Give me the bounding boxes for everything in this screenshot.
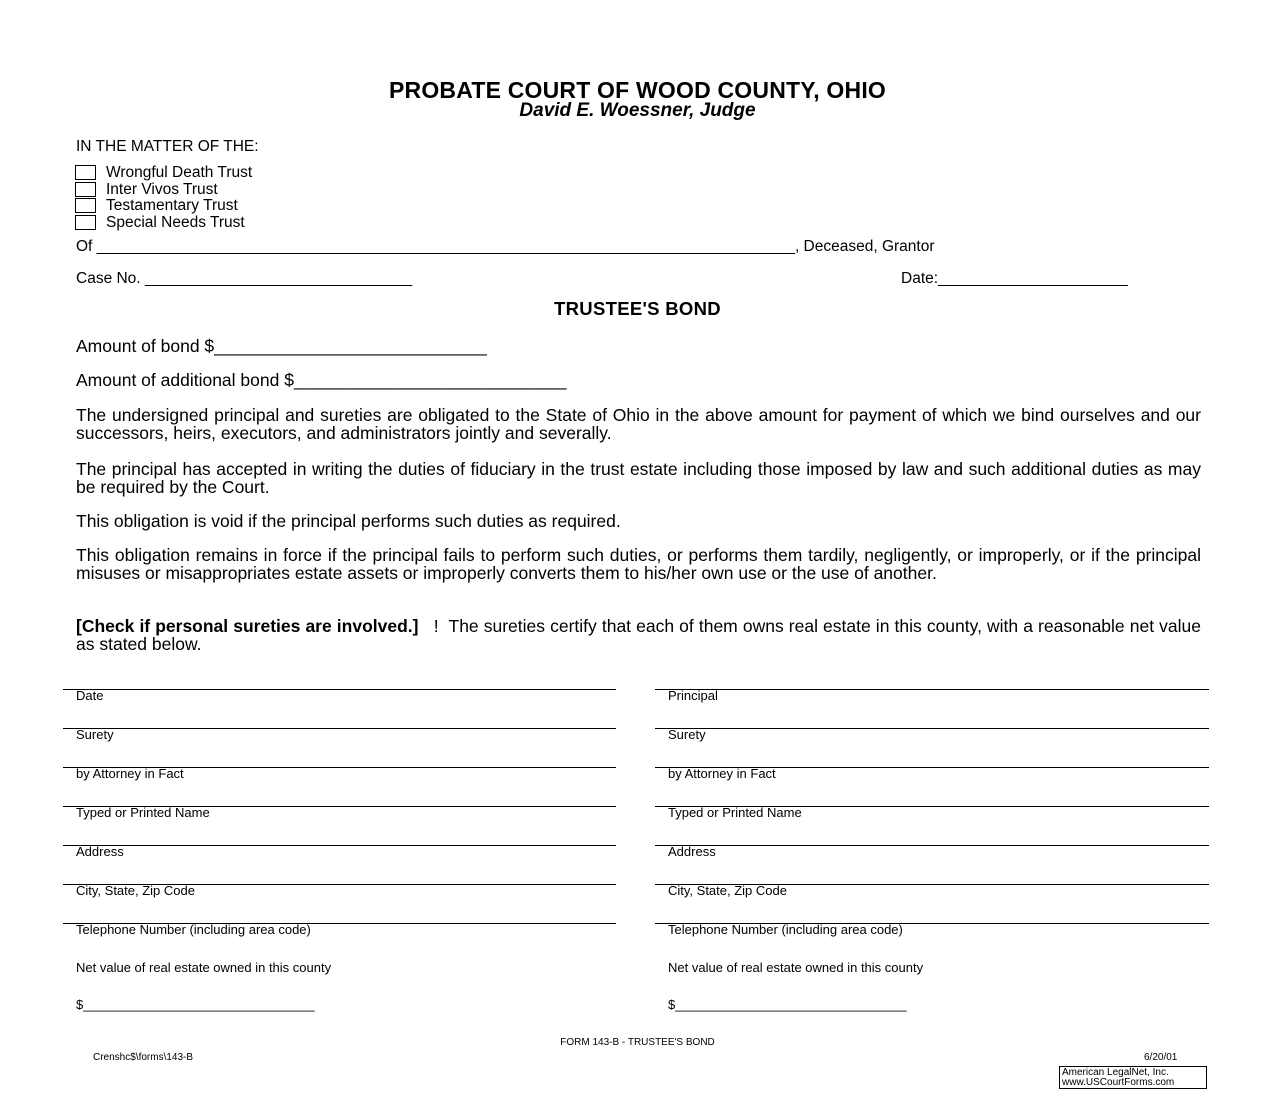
net-value-field[interactable]: $________________________________ [668,997,907,1012]
sig-label-phone: Telephone Number (including area code) [668,922,903,937]
bond-amount-label: Amount of bond $ [76,336,215,356]
sig-label-principal: Principal [668,688,718,703]
sig-label-attorney: by Attorney in Fact [76,766,184,781]
option-wrongful-death-trust[interactable] [75,164,252,181]
of-prefix: Of [76,238,93,255]
date-line [901,270,1128,288]
sig-label-attorney: by Attorney in Fact [668,766,776,781]
sig-label-surety: Surety [668,727,706,742]
file-path: Crenshc$\forms\143-B [93,1052,194,1063]
form-title: TRUSTEE'S BOND [554,298,721,319]
obligation-paragraph: The undersigned principal and sureties are obligated to the State of Ohio in the above amount for payment of which we bind ourselves and our successors, heirs, executors, and administrators jointly and severally. [76,405,1201,443]
sig-label-surety: Surety [76,727,114,742]
sig-label-address: Address [668,844,716,859]
net-value-label: Net value of real estate owned in this county [668,960,924,975]
matter-label: IN THE MATTER OF THE: [76,138,259,155]
void-paragraph: This obligation is void if the principal performs such duties as required. [76,511,621,531]
checkbox[interactable] [75,198,96,213]
checkbox[interactable] [75,182,96,197]
sig-label-address: Address [76,844,124,859]
signature-line[interactable] [63,689,616,690]
of-suffix: , Deceased, Grantor [794,238,935,255]
signature-line[interactable] [63,728,616,729]
additional-bond-field[interactable]: ____________________________ [293,370,567,390]
signature-line[interactable] [655,728,1209,729]
option-label: Testamentary Trust [106,196,238,214]
sureties-paragraph [76,617,1201,653]
additional-bond-line [76,370,566,391]
signature-line[interactable] [655,689,1209,690]
option-inter-vivos-trust[interactable] [75,181,218,198]
vendor-url[interactable]: www.USCourtForms.com [1062,1077,1175,1088]
court-title: PROBATE COURT OF WOOD COUNTY, OHIO [388,77,887,103]
sig-label-city: City, State, Zip Code [668,883,787,898]
option-label: Special Needs Trust [106,213,245,231]
judge-name: David E. Woessner, Judge [519,100,756,121]
case-number-field[interactable]: _______________________________ [144,270,413,287]
checkbox[interactable] [75,165,96,180]
net-value-field[interactable]: $________________________________ [76,997,315,1012]
net-value-label: Net value of real estate owned in this county [76,960,332,975]
option-testamentary-trust[interactable] [75,197,238,214]
case-label: Case No. [76,270,141,287]
sig-label-phone: Telephone Number (including area code) [76,922,311,937]
sig-label-date: Date [76,688,104,703]
vendor-name: American LegalNet, Inc. [1062,1067,1169,1078]
date-field[interactable]: ______________________ [938,270,1128,287]
additional-bond-label: Amount of additional bond $ [76,370,294,390]
force-paragraph: This obligation remains in force if the principal fails to perform such duties, or performs them tardily, negligently, or improperly, or if the principal misuses or misappropriates estate assets or improperly converts them to his/her own use or the use of another. [76,545,1201,583]
vendor-box [1059,1066,1207,1089]
sig-label-name: Typed or Printed Name [76,805,210,820]
date-label: Date: [901,270,939,287]
of-line [76,238,935,256]
sig-label-name: Typed or Printed Name [668,805,802,820]
sig-label-city: City, State, Zip Code [76,883,195,898]
sureties-checkbox-mark[interactable]: ! [433,616,439,636]
decedent-name-field[interactable]: _________________________________________________________________________________ [96,238,795,255]
option-special-needs-trust[interactable] [75,214,245,231]
signature-line[interactable] [655,845,1209,846]
option-label: Inter Vivos Trust [106,180,218,198]
bond-amount-line [76,336,487,357]
form-number: FORM 143-B - TRUSTEE'S BOND [560,1037,715,1048]
option-label: Wrongful Death Trust [106,163,253,181]
signature-line[interactable] [63,845,616,846]
duties-paragraph: The principal has accepted in writing the duties of fiduciary in the trust estate including those imposed by law and such additional duties as may be required by the Court. [76,459,1201,497]
bond-amount-field[interactable]: ____________________________ [214,336,487,356]
sureties-text: The sureties certify that each of them owns real estate in this county, with a reasonable net value as stated below. [76,616,1201,654]
case-number-line [76,270,412,288]
revision-date: 6/20/01 [1144,1052,1178,1063]
checkbox[interactable] [75,215,96,230]
sureties-check-note: [Check if personal sureties are involved.] [76,616,419,636]
